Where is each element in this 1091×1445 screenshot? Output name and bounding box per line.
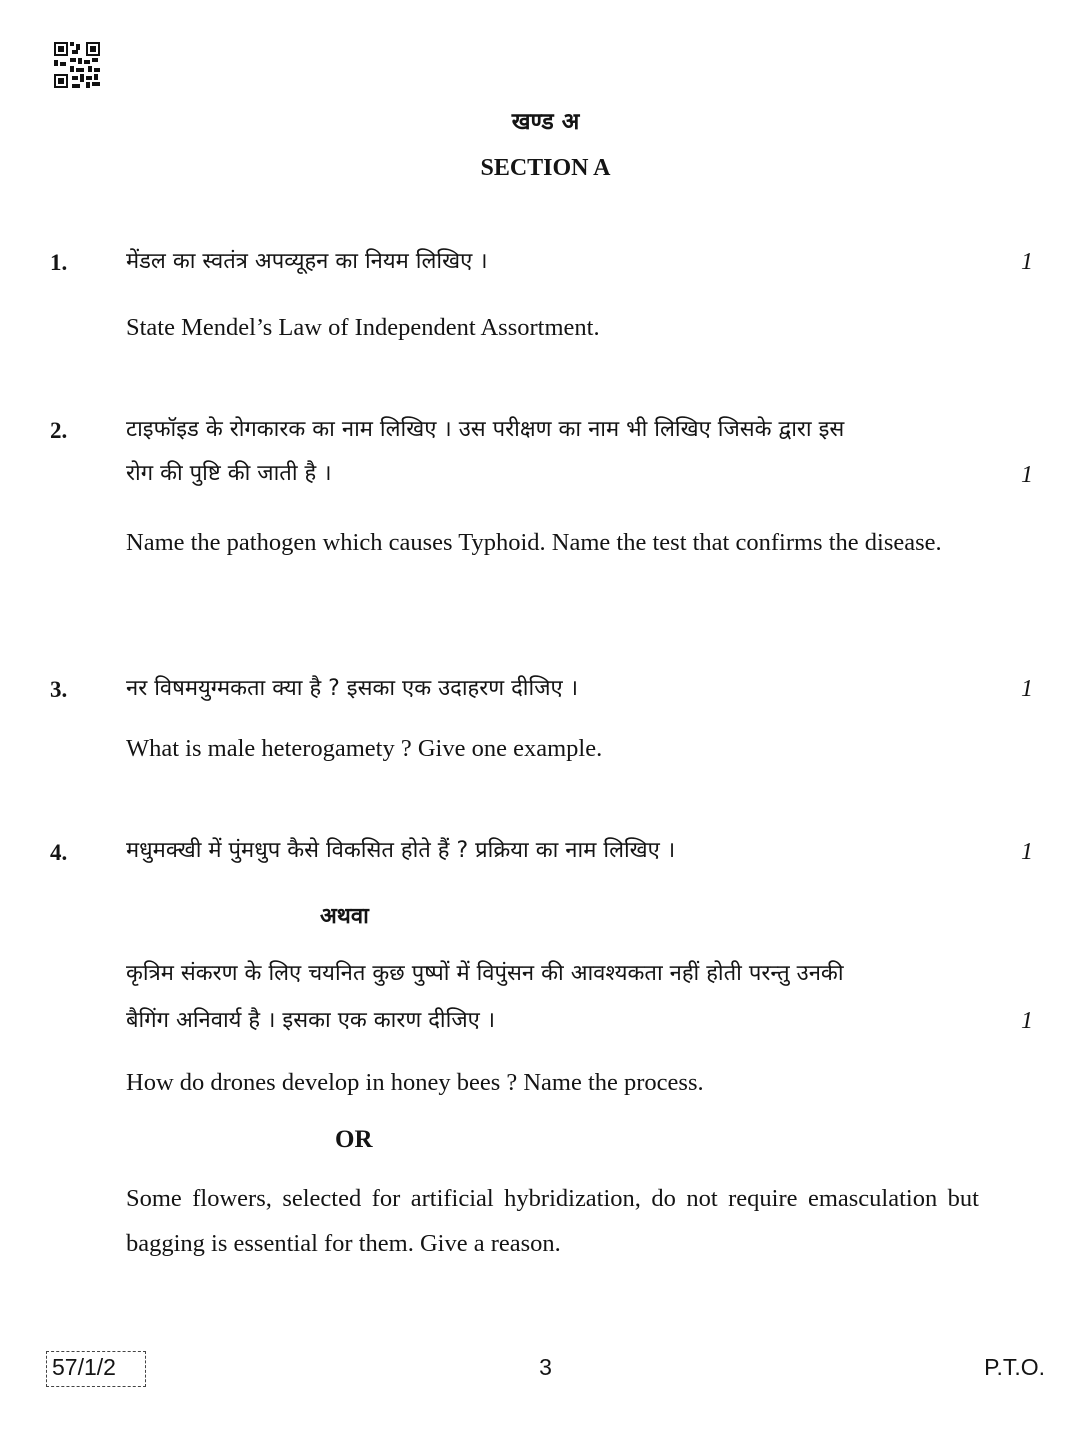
or-separator-hindi: अथवा	[320, 904, 369, 929]
section-title: SECTION A	[480, 155, 611, 181]
qr-code-icon	[54, 42, 100, 88]
question-text-hindi: बैगिंग अनिवार्य है । इसका एक कारण दीजिए ।	[126, 1008, 496, 1033]
paper-code: 57/1/2	[52, 1354, 116, 1380]
marks: 1	[1021, 249, 1033, 275]
question-text-hindi: नर विषमयुग्मकता क्या है ? इसका एक उदाहरण दीजिए ।	[126, 676, 579, 701]
section-title-hindi: खण्ड अ	[511, 108, 580, 135]
question-text-hindi: मधुमक्खी में पुंमधुप कैसे विकसित होते हैं ? प्रक्रिया का नाम लिखिए ।	[126, 838, 676, 863]
or-separator: OR	[335, 1126, 373, 1153]
question-number: 1.	[50, 250, 68, 275]
marks: 1	[1021, 462, 1033, 488]
question-text: Some flowers, selected for artificial hybridization, do not require emasculation but bagging is essential for them. Give a reason.	[126, 1185, 979, 1257]
question-text: How do drones develop in honey bees ? Name the process.	[126, 1069, 704, 1096]
pto-label: P.T.O.	[984, 1354, 1045, 1380]
question-text-hindi: टाइफॉइड के रोगकारक का नाम लिखिए । उस परीक्षण का नाम भी लिखिए जिसके द्वारा इस	[126, 417, 845, 442]
question-text: Name the pathogen which causes Typhoid. Name the test that confirms the disease.	[126, 529, 942, 556]
question-text-hindi: मेंडल का स्वतंत्र अपव्यूहन का नियम लिखिए ।	[126, 249, 488, 274]
marks: 1	[1021, 676, 1033, 702]
question-number: 4.	[50, 840, 68, 865]
page-number: 3	[539, 1354, 552, 1380]
question-text-hindi: रोग की पुष्टि की जाती है ।	[126, 461, 332, 486]
question-text-hindi: कृत्रिम संकरण के लिए चयनित कुछ पुष्पों में विपुंसन की आवश्यकता नहीं होती परन्तु उनकी	[126, 961, 844, 986]
marks: 1	[1021, 1008, 1033, 1034]
question-number: 3.	[50, 677, 68, 702]
question-text: What is male heterogamety ? Give one example.	[126, 735, 603, 762]
question-number: 2.	[50, 418, 68, 443]
marks: 1	[1021, 839, 1033, 865]
question-text: State Mendel’s Law of Independent Assortment.	[126, 314, 600, 341]
